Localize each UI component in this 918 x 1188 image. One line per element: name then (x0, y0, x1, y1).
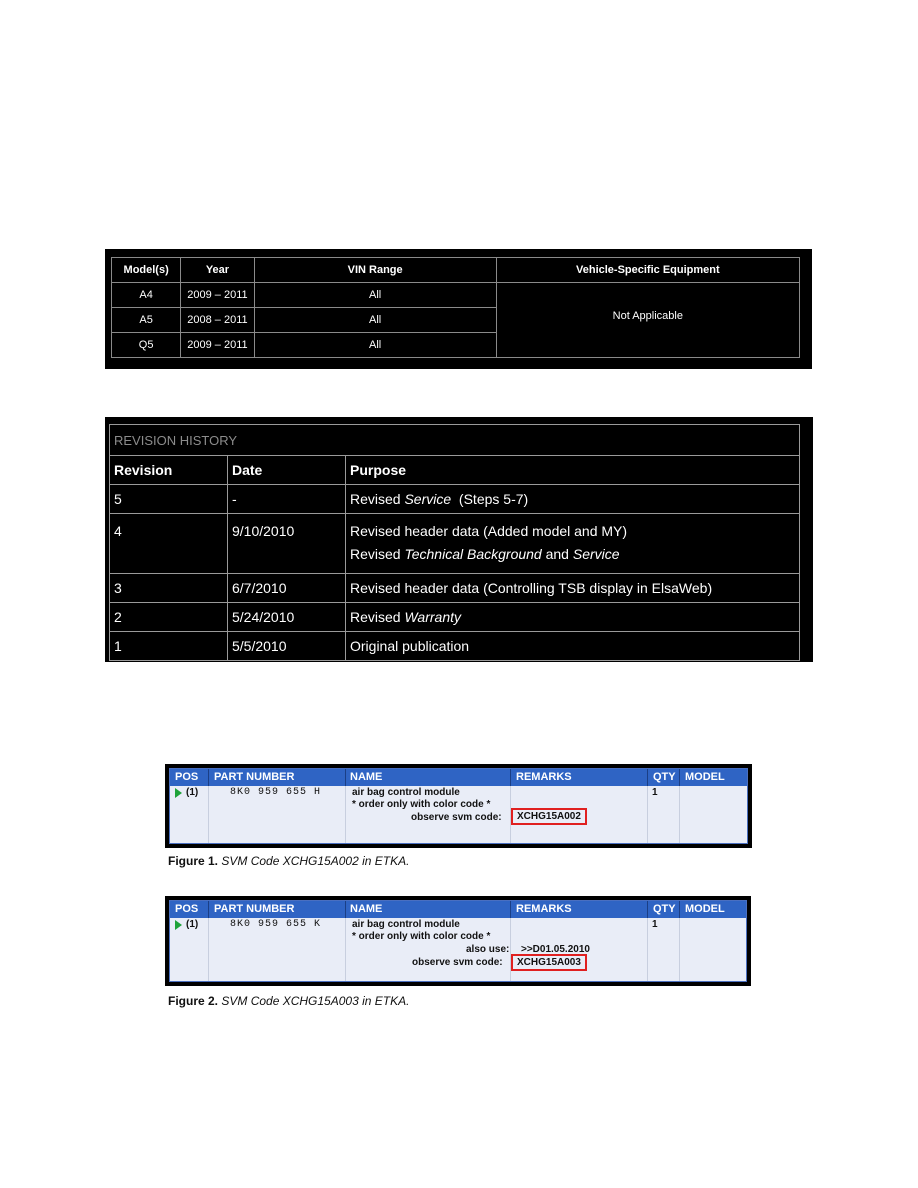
date-cell: - (228, 485, 346, 514)
etka-header-row (170, 769, 747, 786)
revision-cell: 5 (110, 485, 228, 514)
etka-screenshot-2 (165, 896, 751, 986)
caption-text: SVM Code XCHG15A003 in ETKA. (218, 994, 410, 1008)
part-note: * order only with color code * (352, 931, 491, 942)
column-header: Year (181, 258, 254, 283)
model-cell: Q5 (112, 333, 181, 358)
revision-cell: 1 (110, 632, 228, 661)
table-row (110, 485, 800, 514)
pos-value: (1) (186, 919, 199, 930)
column-header: NAME (350, 903, 383, 915)
caption-label: Figure 2. (168, 994, 219, 1008)
column-header: PART NUMBER (214, 771, 295, 783)
purpose-emphasis: Service (572, 546, 620, 562)
qty-value: 1 (652, 919, 658, 930)
etka-parts-table (169, 900, 747, 982)
model-applicability-block (105, 249, 812, 369)
purpose-cell: Revised header data (Controlling TSB display in ElsaWeb) (346, 574, 800, 603)
etka-header-row (170, 901, 746, 918)
revision-history-table (109, 424, 800, 661)
column-header: POS (175, 903, 199, 915)
pos-value: (1) (186, 787, 199, 798)
caption-text: SVM Code XCHG15A002 in ETKA. (218, 854, 410, 868)
column-header: NAME (350, 771, 383, 783)
column-header: POS (175, 771, 199, 783)
vin-cell: All (254, 333, 496, 358)
table-row (112, 283, 800, 308)
expand-arrow-icon[interactable] (175, 920, 182, 930)
part-name: air bag control module (352, 919, 460, 930)
purpose-line-2 (350, 546, 795, 562)
revision-cell: 2 (110, 603, 228, 632)
purpose-emphasis: Technical Background (404, 546, 542, 562)
purpose-emphasis: Service (404, 491, 452, 507)
purpose-cell (346, 485, 800, 514)
part-number: 8K0 959 655 H (230, 787, 322, 798)
column-header: REMARKS (516, 903, 572, 915)
qty-value: 1 (652, 787, 658, 798)
purpose-text: Revised (350, 546, 405, 562)
etka-row (170, 786, 747, 843)
revision-history-block (105, 417, 813, 662)
model-cell: A4 (112, 283, 181, 308)
caption-label: Figure 1. (168, 854, 219, 868)
etka-parts-table (169, 768, 748, 844)
revision-cell: 4 (110, 514, 228, 574)
table-row (110, 632, 800, 661)
column-header: Revision (110, 456, 228, 485)
column-header: MODEL (685, 771, 725, 783)
date-cell: 6/7/2010 (228, 574, 346, 603)
part-name: air bag control module (352, 787, 460, 798)
table-header-row (110, 456, 800, 485)
expand-arrow-icon[interactable] (175, 788, 182, 798)
column-header: Model(s) (112, 258, 181, 283)
date-cell: 5/24/2010 (228, 603, 346, 632)
date-cell: 5/5/2010 (228, 632, 346, 661)
model-applicability-table (111, 257, 800, 358)
column-header: PART NUMBER (214, 903, 295, 915)
svm-label: observe svm code: (411, 812, 502, 823)
vin-cell: All (254, 283, 496, 308)
purpose-emphasis: Warranty (404, 609, 462, 625)
date-cell: 9/10/2010 (228, 514, 346, 574)
column-header: QTY (653, 771, 676, 783)
svm-label: observe svm code: (412, 957, 503, 968)
purpose-cell (346, 603, 800, 632)
purpose-text: Revised (350, 491, 405, 507)
column-header: Date (228, 456, 346, 485)
svm-code-highlight: XCHG15A003 (511, 954, 587, 971)
purpose-text: Revised header data (Added model and MY) (350, 523, 628, 539)
etka-row (170, 918, 746, 981)
equipment-cell: Not Applicable (496, 283, 799, 358)
table-row (110, 603, 800, 632)
table-header-row (112, 258, 800, 283)
etka-screenshot-1 (165, 764, 752, 848)
revision-cell: 3 (110, 574, 228, 603)
column-header: VIN Range (254, 258, 496, 283)
revision-title-row (110, 425, 800, 456)
purpose-text: (Steps 5-7) (451, 491, 529, 507)
purpose-cell: Original publication (346, 632, 800, 661)
purpose-text: Revised (350, 609, 405, 625)
year-cell: 2009 – 2011 (181, 283, 254, 308)
part-number: 8K0 959 655 K (230, 919, 322, 930)
year-cell: 2008 – 2011 (181, 308, 254, 333)
vin-cell: All (254, 308, 496, 333)
part-note: * order only with color code * (352, 799, 491, 810)
figure-1-caption (168, 854, 409, 868)
column-header: Vehicle-Specific Equipment (496, 258, 799, 283)
also-use-value: >>D01.05.2010 (521, 944, 590, 955)
table-row (110, 574, 800, 603)
svm-code-highlight: XCHG15A002 (511, 808, 587, 825)
figure-2-caption (168, 994, 409, 1008)
column-header: Purpose (346, 456, 800, 485)
purpose-text: and (541, 546, 573, 562)
year-cell: 2009 – 2011 (181, 333, 254, 358)
model-cell: A5 (112, 308, 181, 333)
table-row (110, 514, 800, 574)
revision-history-title: REVISION HISTORY (110, 425, 800, 456)
also-use-label: also use: (466, 944, 510, 955)
purpose-cell (346, 514, 800, 574)
column-header: REMARKS (516, 771, 572, 783)
column-header: QTY (653, 903, 676, 915)
column-header: MODEL (685, 903, 725, 915)
